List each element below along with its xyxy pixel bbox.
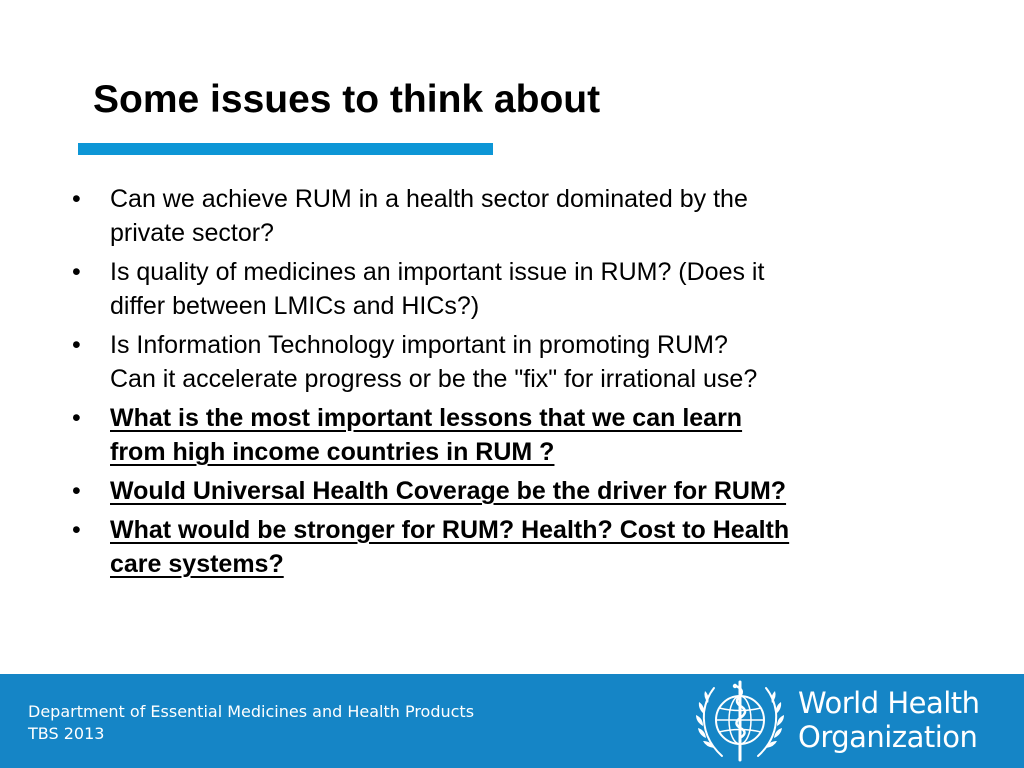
who-emblem-icon bbox=[692, 676, 788, 766]
slide-title: Some issues to think about bbox=[93, 78, 601, 121]
bullet-line: What is the most important lessons that we can learn bbox=[110, 404, 743, 432]
bullet-line: Is Information Technology important in promoting RUM? bbox=[110, 331, 728, 359]
bullet-line: Can it accelerate progress or be the "fix" for irrational use? bbox=[110, 365, 758, 393]
bullet-text bbox=[110, 255, 980, 323]
bullet-item-universal-health-coverage bbox=[70, 474, 980, 508]
bullet-text bbox=[110, 182, 980, 250]
bullet-text bbox=[110, 401, 980, 469]
who-wordmark-line-2: Organization bbox=[798, 720, 978, 754]
bullet-item-private-sector bbox=[70, 182, 980, 250]
bullet-text bbox=[110, 474, 980, 508]
bullet-line: Would Universal Health Coverage be the driver for RUM? bbox=[110, 477, 787, 505]
bullet-line: from high income countries in RUM ? bbox=[110, 438, 555, 466]
bullet-marker: • bbox=[72, 331, 81, 359]
bullet-line: differ between LMICs and HICs?) bbox=[110, 292, 480, 320]
bullet-text bbox=[110, 513, 980, 581]
footer-bar bbox=[0, 674, 1024, 768]
bullet-list bbox=[70, 182, 980, 586]
title-underline-bar bbox=[78, 143, 493, 155]
bullet-item-quality-of-medicines bbox=[70, 255, 980, 323]
footer-caption bbox=[28, 701, 474, 745]
bullet-item-information-technology bbox=[70, 328, 980, 396]
bullet-marker: • bbox=[72, 185, 81, 213]
who-wordmark-line-1: World Health bbox=[798, 686, 980, 720]
who-logo bbox=[692, 676, 992, 766]
bullet-item-stronger-for-rum bbox=[70, 513, 980, 581]
bullet-line: Can we achieve RUM in a health sector dominated by the bbox=[110, 185, 748, 213]
bullet-line: care systems? bbox=[110, 550, 284, 578]
footer-department: Department of Essential Medicines and Health Products bbox=[28, 702, 475, 721]
bullet-line: Is quality of medicines an important issue in RUM? (Does it bbox=[110, 258, 765, 286]
bullet-text bbox=[110, 328, 980, 396]
bullet-line: What would be stronger for RUM? Health? Cost to Health bbox=[110, 516, 790, 544]
bullet-marker: • bbox=[72, 258, 81, 286]
bullet-marker: • bbox=[72, 516, 81, 544]
bullet-marker: • bbox=[72, 404, 81, 432]
who-wordmark bbox=[798, 686, 980, 754]
footer-event: TBS 2013 bbox=[28, 724, 105, 743]
bullet-marker: • bbox=[72, 477, 81, 505]
bullet-line: private sector? bbox=[110, 219, 274, 247]
bullet-item-lessons-high-income bbox=[70, 401, 980, 469]
